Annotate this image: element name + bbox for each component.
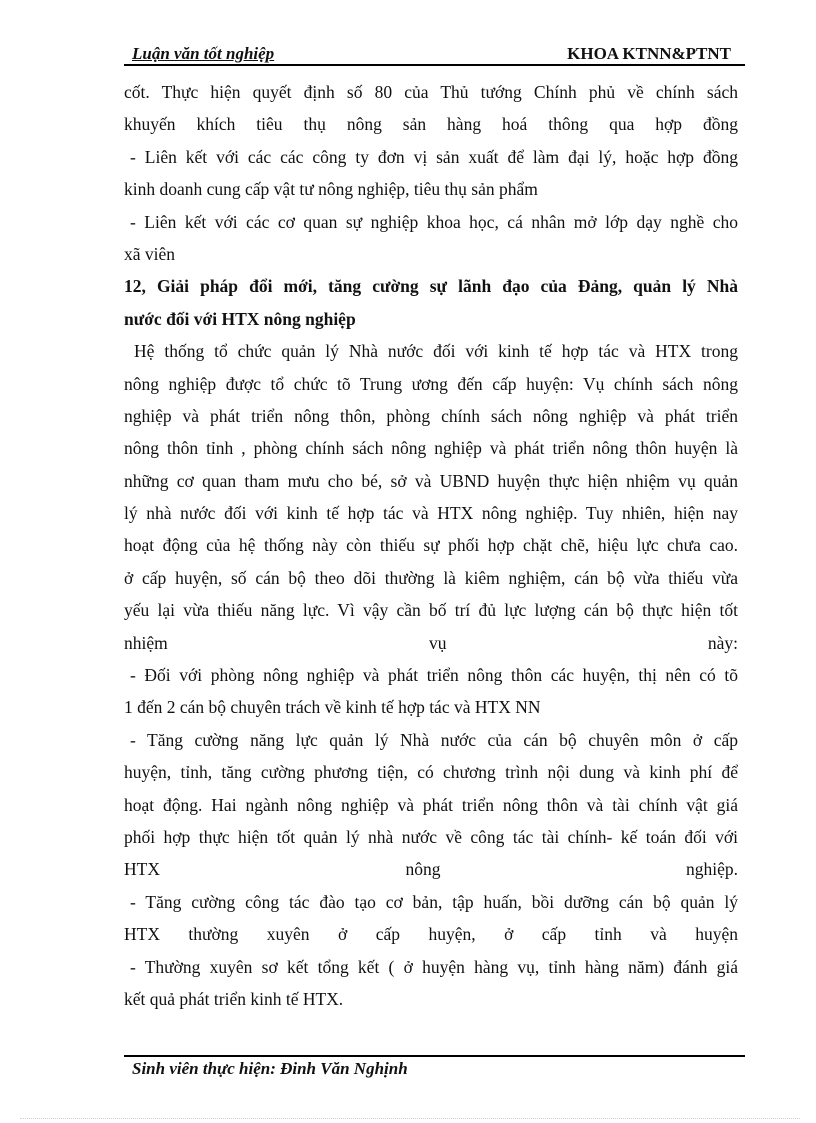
list-item-line: - Tăng cường công tác đào tạo cơ bản, tập huấn, bồi dưỡng cán bộ quản lý — [130, 891, 738, 912]
text-line: nhiệm vụ này: — [124, 632, 738, 653]
text-line: hoạt động của hệ thống này còn thiếu sự phối hợp chặt chẽ, hiệu lực chưa cao. — [124, 535, 738, 556]
text-line: kinh doanh cung cấp vật tư nông nghiệp, tiêu thụ sản phẩm — [124, 179, 538, 200]
text-line: khuyến khích tiêu thụ nông sản hàng hoá thông qua hợp đồng — [124, 114, 738, 135]
text-line: lý nhà nước đối với kinh tế hợp tác và HTX nông nghiệp. Tuy nhiên, hiện nay — [124, 503, 738, 524]
text-line: kết quả phát triển kinh tế HTX. — [124, 988, 344, 1009]
section-heading: 12, Giải pháp đổi mới, tăng cường sự lãnh đạo của Đảng, quản lý Nhà — [124, 276, 738, 297]
footer-student-name: Sinh viên thực hiện: Đinh Văn Nghịnh — [132, 1059, 408, 1078]
page-header — [124, 44, 745, 66]
text-line: huyện, tỉnh, tăng cường phương tiện, có chương trình nội dung và kinh phí để — [124, 762, 738, 783]
list-item-line: - Liên kết với các các công ty đơn vị sản xuất để làm đại lý, hoặc hợp đồng — [130, 146, 738, 167]
text-line: những cơ quan tham mưu cho bé, sở và UBND huyện thực hiện nhiệm vụ quản — [124, 470, 738, 491]
list-item-line: - Liên kết với các cơ quan sự nghiệp khoa học, cá nhân mở lớp dạy nghề cho — [130, 211, 738, 232]
list-item-line: - Đối với phòng nông nghiệp và phát triển nông thôn các huyện, thị nên có tõ — [130, 665, 738, 686]
footer-rule — [124, 1055, 745, 1057]
text-line: HTX thường xuyên ở cấp huyện, ở cấp tỉnh và huyện — [124, 924, 738, 945]
text-line: xã viên — [124, 243, 176, 264]
page-edge-divider — [20, 1118, 800, 1119]
text-line: phối hợp thực hiện tốt quản lý nhà nước về công tác tài chính- kế toán đối với — [124, 826, 738, 847]
text-line: hoạt động. Hai ngành nông nghiệp và phát triển nông thôn và tài chính vật giá — [124, 794, 738, 815]
list-item-line: - Thường xuyên sơ kết tổng kết ( ở huyện hàng vụ, tỉnh hàng năm) đánh giá — [130, 956, 738, 977]
text-line: nghiệp và phát triển nông thôn, phòng chính sách nông nghiệp và phát triển — [124, 405, 738, 426]
paragraph-first-line: Hệ thống tổ chức quản lý Nhà nước đối với kinh tế hợp tác và HTX trong — [134, 341, 738, 362]
list-item-line: - Tăng cường năng lực quản lý Nhà nước của cán bộ chuyên môn ở cấp — [130, 729, 738, 750]
header-faculty: KHOA KTNN&PTNT — [567, 44, 731, 63]
section-heading-cont: nước đối với HTX nông nghiệp — [124, 308, 356, 329]
header-thesis-title: Luận văn tốt nghiệp — [132, 44, 275, 63]
text-line: yếu lại vừa thiếu năng lực. Vì vậy cần bố trí đủ lực lượng cán bộ thực hiện tốt — [124, 600, 738, 621]
body-text — [124, 76, 738, 1015]
text-line: cốt. Thực hiện quyết định số 80 của Thủ tướng Chính phủ về chính sách — [124, 82, 738, 102]
text-line: nông thôn tỉnh , phòng chính sách nông nghiệp và phát triển nông thôn huyện là — [124, 438, 738, 459]
text-line: nông nghiệp được tổ chức tõ Trung ương đến cấp huyện: Vụ chính sách nông — [124, 373, 738, 394]
text-line: ở cấp huyện, số cán bộ theo dõi thường là kiêm nghiệm, cán bộ vừa thiếu vừa — [124, 567, 738, 588]
text-line: HTX nông nghiệp. — [124, 859, 738, 880]
text-line: 1 đến 2 cán bộ chuyên trách về kinh tế hợp tác và HTX NN — [124, 697, 541, 718]
